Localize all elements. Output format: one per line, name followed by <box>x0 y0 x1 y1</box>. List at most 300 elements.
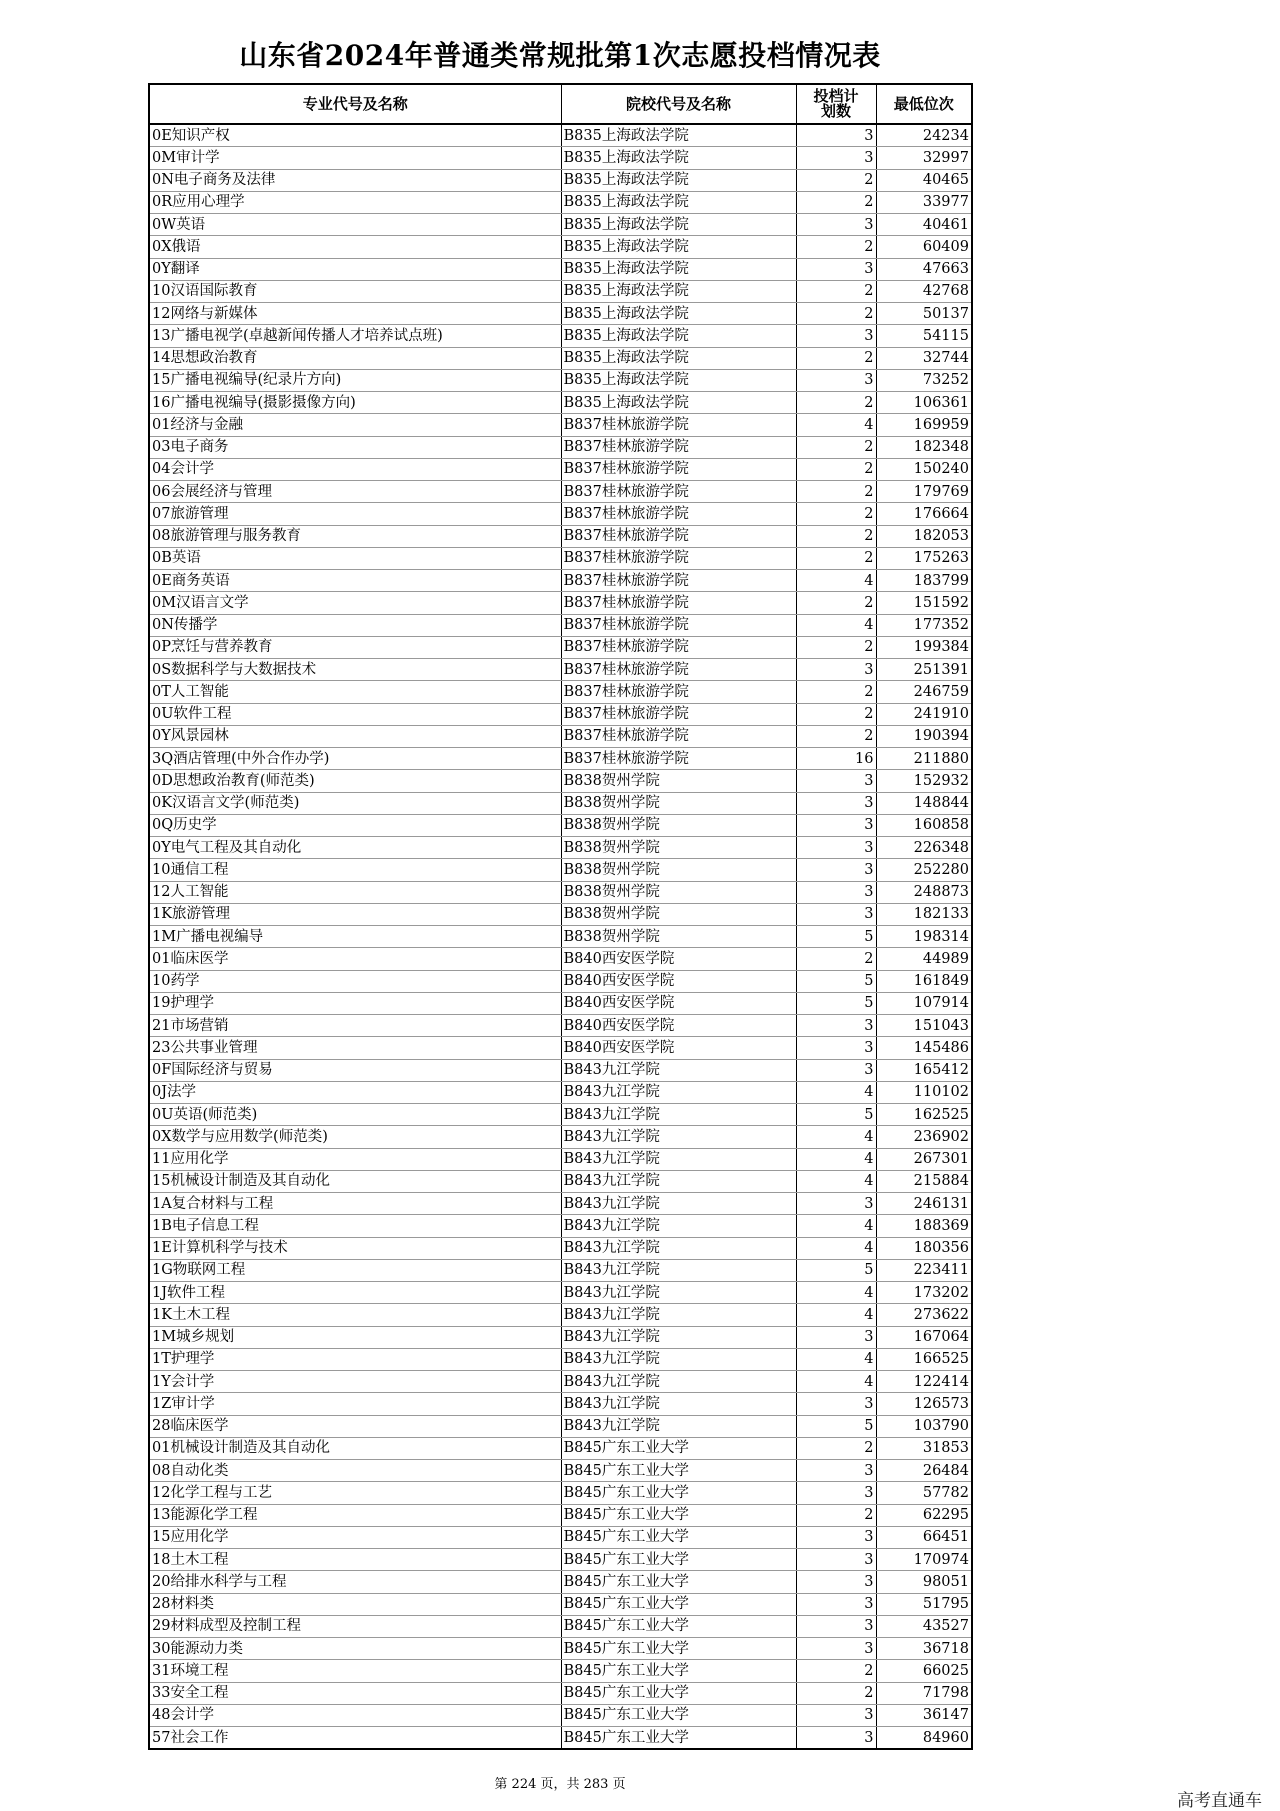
cell-rank: 166525 <box>876 1348 972 1370</box>
table-row <box>149 236 972 258</box>
cell-major: 08自动化类 <box>149 1460 561 1482</box>
cell-school: B843九江学院 <box>561 1282 796 1304</box>
cell-major: 3Q酒店管理(中外合作办学) <box>149 748 561 770</box>
cell-rank: 103790 <box>876 1415 972 1437</box>
cell-major: 19护理学 <box>149 992 561 1014</box>
table-row <box>149 1282 972 1304</box>
cell-school: B840西安医学院 <box>561 970 796 992</box>
cell-major: 0X数学与应用数学(师范类) <box>149 1126 561 1148</box>
cell-major: 01机械设计制造及其自动化 <box>149 1437 561 1459</box>
cell-major: 15广播电视编导(纪录片方向) <box>149 369 561 391</box>
cell-school: B838贺州学院 <box>561 770 796 792</box>
cell-school: B838贺州学院 <box>561 792 796 814</box>
cell-rank: 98051 <box>876 1571 972 1593</box>
cell-plan: 2 <box>796 1437 876 1459</box>
table-row <box>149 1415 972 1437</box>
cell-school: B837桂林旅游学院 <box>561 570 796 592</box>
cell-rank: 161849 <box>876 970 972 992</box>
cell-plan: 2 <box>796 303 876 325</box>
cell-school: B843九江学院 <box>561 1104 796 1126</box>
cell-rank: 180356 <box>876 1237 972 1259</box>
cell-major: 12化学工程与工艺 <box>149 1482 561 1504</box>
cell-plan: 5 <box>796 1104 876 1126</box>
cell-plan: 2 <box>796 280 876 302</box>
cell-rank: 24234 <box>876 124 972 147</box>
cell-major: 1K土木工程 <box>149 1304 561 1326</box>
table-row <box>149 1615 972 1637</box>
table-row <box>149 414 972 436</box>
cell-rank: 66025 <box>876 1660 972 1682</box>
table-row <box>149 1104 972 1126</box>
table-row <box>149 703 972 725</box>
cell-rank: 267301 <box>876 1148 972 1170</box>
cell-rank: 176664 <box>876 503 972 525</box>
cell-rank: 188369 <box>876 1215 972 1237</box>
table-row <box>149 837 972 859</box>
cell-school: B845广东工业大学 <box>561 1571 796 1593</box>
cell-major: 0E商务英语 <box>149 570 561 592</box>
cell-school: B837桂林旅游学院 <box>561 503 796 525</box>
cell-school: B837桂林旅游学院 <box>561 458 796 480</box>
cell-plan: 5 <box>796 926 876 948</box>
table-row <box>149 659 972 681</box>
table-row <box>149 1727 972 1750</box>
cell-rank: 182348 <box>876 436 972 458</box>
cell-rank: 44989 <box>876 948 972 970</box>
cell-rank: 84960 <box>876 1727 972 1750</box>
cell-rank: 50137 <box>876 303 972 325</box>
cell-major: 13能源化学工程 <box>149 1504 561 1526</box>
cell-school: B835上海政法学院 <box>561 325 796 347</box>
table-row <box>149 1437 972 1459</box>
cell-major: 21市场营销 <box>149 1015 561 1037</box>
table-row <box>149 1081 972 1103</box>
cell-rank: 57782 <box>876 1482 972 1504</box>
cell-school: B843九江学院 <box>561 1415 796 1437</box>
cell-plan: 2 <box>796 948 876 970</box>
cell-plan: 4 <box>796 1282 876 1304</box>
table-row <box>149 347 972 369</box>
cell-plan: 5 <box>796 970 876 992</box>
cell-school: B838贺州学院 <box>561 881 796 903</box>
cell-school: B843九江学院 <box>561 1348 796 1370</box>
table-row <box>149 1526 972 1548</box>
cell-school: B837桂林旅游学院 <box>561 414 796 436</box>
table-row <box>149 1593 972 1615</box>
cell-rank: 211880 <box>876 748 972 770</box>
cell-major: 0Y风景园林 <box>149 725 561 747</box>
cell-plan: 2 <box>796 169 876 191</box>
cell-rank: 151043 <box>876 1015 972 1037</box>
table-row <box>149 369 972 391</box>
cell-school: B838贺州学院 <box>561 814 796 836</box>
cell-school: B838贺州学院 <box>561 926 796 948</box>
cell-rank: 252280 <box>876 859 972 881</box>
cell-major: 0X俄语 <box>149 236 561 258</box>
cell-plan: 3 <box>796 369 876 391</box>
cell-plan: 4 <box>796 614 876 636</box>
cell-plan: 5 <box>796 1415 876 1437</box>
table-row <box>149 570 972 592</box>
cell-rank: 62295 <box>876 1504 972 1526</box>
table-row <box>149 1237 972 1259</box>
cell-plan: 2 <box>796 636 876 658</box>
cell-major: 1M广播电视编导 <box>149 926 561 948</box>
cell-school: B835上海政法学院 <box>561 236 796 258</box>
cell-plan: 2 <box>796 1504 876 1526</box>
cell-rank: 199384 <box>876 636 972 658</box>
cell-major: 23公共事业管理 <box>149 1037 561 1059</box>
table-row <box>149 592 972 614</box>
cell-major: 0N传播学 <box>149 614 561 636</box>
cell-plan: 3 <box>796 881 876 903</box>
cell-major: 12人工智能 <box>149 881 561 903</box>
cell-school: B837桂林旅游学院 <box>561 681 796 703</box>
cell-plan: 3 <box>796 1593 876 1615</box>
cell-rank: 71798 <box>876 1682 972 1704</box>
cell-plan: 4 <box>796 1081 876 1103</box>
cell-rank: 32997 <box>876 147 972 169</box>
cell-school: B845广东工业大学 <box>561 1593 796 1615</box>
cell-rank: 167064 <box>876 1326 972 1348</box>
cell-school: B838贺州学院 <box>561 859 796 881</box>
cell-rank: 107914 <box>876 992 972 1014</box>
table-row <box>149 258 972 280</box>
cell-rank: 182133 <box>876 903 972 925</box>
cell-plan: 3 <box>796 1727 876 1750</box>
cell-plan: 2 <box>796 681 876 703</box>
cell-rank: 42768 <box>876 280 972 302</box>
cell-school: B843九江学院 <box>561 1237 796 1259</box>
table-row <box>149 614 972 636</box>
cell-school: B845广东工业大学 <box>561 1727 796 1750</box>
cell-major: 28临床医学 <box>149 1415 561 1437</box>
cell-plan: 3 <box>796 147 876 169</box>
header-plan: 投档计划数 <box>796 84 876 124</box>
cell-major: 1B电子信息工程 <box>149 1215 561 1237</box>
cell-major: 0U软件工程 <box>149 703 561 725</box>
cell-major: 14思想政治教育 <box>149 347 561 369</box>
table-row <box>149 903 972 925</box>
cell-plan: 3 <box>796 1326 876 1348</box>
cell-school: B843九江学院 <box>561 1081 796 1103</box>
cell-plan: 2 <box>796 191 876 213</box>
cell-rank: 40461 <box>876 214 972 236</box>
table-row <box>149 992 972 1014</box>
cell-rank: 54115 <box>876 325 972 347</box>
cell-school: B838贺州学院 <box>561 903 796 925</box>
table-row <box>149 436 972 458</box>
cell-plan: 2 <box>796 458 876 480</box>
table-row <box>149 1571 972 1593</box>
header-school: 院校代号及名称 <box>561 84 796 124</box>
cell-plan: 5 <box>796 992 876 1014</box>
cell-rank: 175263 <box>876 547 972 569</box>
table-row <box>149 547 972 569</box>
cell-major: 20给排水科学与工程 <box>149 1571 561 1593</box>
cell-rank: 31853 <box>876 1437 972 1459</box>
cell-major: 0N电子商务及法律 <box>149 169 561 191</box>
cell-school: B835上海政法学院 <box>561 147 796 169</box>
table-row <box>149 1549 972 1571</box>
cell-rank: 36718 <box>876 1638 972 1660</box>
table-row <box>149 1148 972 1170</box>
header-major: 专业代号及名称 <box>149 84 561 124</box>
cell-plan: 2 <box>796 436 876 458</box>
table-row <box>149 1482 972 1504</box>
cell-major: 0F国际经济与贸易 <box>149 1059 561 1081</box>
cell-major: 0W英语 <box>149 214 561 236</box>
cell-rank: 51795 <box>876 1593 972 1615</box>
cell-major: 0Y电气工程及其自动化 <box>149 837 561 859</box>
cell-rank: 236902 <box>876 1126 972 1148</box>
cell-major: 1J软件工程 <box>149 1282 561 1304</box>
cell-rank: 43527 <box>876 1615 972 1637</box>
cell-plan: 3 <box>796 859 876 881</box>
cell-plan: 3 <box>796 903 876 925</box>
cell-major: 0S数据科学与大数据技术 <box>149 659 561 681</box>
cell-school: B843九江学院 <box>561 1259 796 1281</box>
cell-rank: 148844 <box>876 792 972 814</box>
cell-plan: 2 <box>796 525 876 547</box>
cell-major: 33安全工程 <box>149 1682 561 1704</box>
cell-plan: 3 <box>796 1571 876 1593</box>
cell-plan: 4 <box>796 1348 876 1370</box>
cell-school: B845广东工业大学 <box>561 1504 796 1526</box>
cell-major: 0E知识产权 <box>149 124 561 147</box>
cell-school: B845广东工业大学 <box>561 1460 796 1482</box>
table-row <box>149 1704 972 1726</box>
cell-plan: 3 <box>796 1638 876 1660</box>
cell-school: B837桂林旅游学院 <box>561 525 796 547</box>
cell-plan: 2 <box>796 392 876 414</box>
cell-plan: 3 <box>796 325 876 347</box>
table-row <box>149 191 972 213</box>
cell-major: 0B英语 <box>149 547 561 569</box>
table-row <box>149 1504 972 1526</box>
cell-major: 1G物联网工程 <box>149 1259 561 1281</box>
cell-school: B845广东工业大学 <box>561 1704 796 1726</box>
cell-rank: 110102 <box>876 1081 972 1103</box>
table-row <box>149 147 972 169</box>
cell-school: B845广东工业大学 <box>561 1682 796 1704</box>
cell-major: 01经济与金融 <box>149 414 561 436</box>
table-row <box>149 1326 972 1348</box>
cell-school: B845广东工业大学 <box>561 1660 796 1682</box>
cell-major: 57社会工作 <box>149 1727 561 1750</box>
table-row <box>149 681 972 703</box>
cell-rank: 73252 <box>876 369 972 391</box>
cell-school: B837桂林旅游学院 <box>561 703 796 725</box>
cell-plan: 5 <box>796 1259 876 1281</box>
page-footer: 第 224 页，共 283 页 <box>494 1777 626 1792</box>
table-row <box>149 1015 972 1037</box>
cell-rank: 122414 <box>876 1371 972 1393</box>
cell-school: B843九江学院 <box>561 1126 796 1148</box>
table-row <box>149 1170 972 1192</box>
table-row <box>149 280 972 302</box>
cell-major: 16广播电视编导(摄影摄像方向) <box>149 392 561 414</box>
table-row <box>149 970 972 992</box>
cell-major: 18土木工程 <box>149 1549 561 1571</box>
cell-rank: 248873 <box>876 881 972 903</box>
cell-school: B837桂林旅游学院 <box>561 436 796 458</box>
cell-school: B843九江学院 <box>561 1304 796 1326</box>
cell-school: B837桂林旅游学院 <box>561 636 796 658</box>
cell-rank: 32744 <box>876 347 972 369</box>
cell-major: 13广播电视学(卓越新闻传播人才培养试点班) <box>149 325 561 347</box>
cell-school: B845广东工业大学 <box>561 1482 796 1504</box>
table-row <box>149 1259 972 1281</box>
cell-rank: 170974 <box>876 1549 972 1571</box>
cell-plan: 3 <box>796 214 876 236</box>
cell-plan: 3 <box>796 659 876 681</box>
cell-school: B838贺州学院 <box>561 837 796 859</box>
cell-major: 08旅游管理与服务教育 <box>149 525 561 547</box>
cell-school: B843九江学院 <box>561 1326 796 1348</box>
cell-major: 11应用化学 <box>149 1148 561 1170</box>
cell-school: B845广东工业大学 <box>561 1549 796 1571</box>
cell-plan: 3 <box>796 1037 876 1059</box>
cell-rank: 40465 <box>876 169 972 191</box>
cell-school: B835上海政法学院 <box>561 280 796 302</box>
table-row <box>149 881 972 903</box>
cell-plan: 2 <box>796 503 876 525</box>
cell-rank: 251391 <box>876 659 972 681</box>
cell-rank: 173202 <box>876 1282 972 1304</box>
cell-school: B835上海政法学院 <box>561 124 796 147</box>
cell-school: B837桂林旅游学院 <box>561 725 796 747</box>
cell-school: B835上海政法学院 <box>561 347 796 369</box>
table-row <box>149 748 972 770</box>
cell-rank: 152932 <box>876 770 972 792</box>
cell-rank: 179769 <box>876 481 972 503</box>
table-row <box>149 1059 972 1081</box>
table-row <box>149 1304 972 1326</box>
cell-major: 0K汉语言文学(师范类) <box>149 792 561 814</box>
cell-major: 0Y翻译 <box>149 258 561 280</box>
cell-major: 0T人工智能 <box>149 681 561 703</box>
table-row <box>149 458 972 480</box>
cell-rank: 273622 <box>876 1304 972 1326</box>
cell-school: B840西安医学院 <box>561 1037 796 1059</box>
cell-school: B843九江学院 <box>561 1393 796 1415</box>
table-row <box>149 792 972 814</box>
cell-plan: 2 <box>796 236 876 258</box>
cell-plan: 3 <box>796 1015 876 1037</box>
table-row <box>149 926 972 948</box>
cell-plan: 2 <box>796 481 876 503</box>
table-row <box>149 1126 972 1148</box>
cell-school: B835上海政法学院 <box>561 169 796 191</box>
cell-school: B837桂林旅游学院 <box>561 592 796 614</box>
cell-major: 1T护理学 <box>149 1348 561 1370</box>
table-row <box>149 1682 972 1704</box>
cell-school: B835上海政法学院 <box>561 214 796 236</box>
cell-major: 0J法学 <box>149 1081 561 1103</box>
cell-major: 12网络与新媒体 <box>149 303 561 325</box>
cell-school: B840西安医学院 <box>561 948 796 970</box>
cell-plan: 3 <box>796 1059 876 1081</box>
table-row <box>149 1193 972 1215</box>
cell-rank: 198314 <box>876 926 972 948</box>
cell-school: B845广东工业大学 <box>561 1615 796 1637</box>
cell-major: 04会计学 <box>149 458 561 480</box>
cell-major: 15机械设计制造及其自动化 <box>149 1170 561 1192</box>
cell-plan: 4 <box>796 414 876 436</box>
cell-school: B843九江学院 <box>561 1371 796 1393</box>
cell-rank: 241910 <box>876 703 972 725</box>
cell-plan: 3 <box>796 814 876 836</box>
table-row <box>149 770 972 792</box>
cell-plan: 2 <box>796 703 876 725</box>
cell-school: B835上海政法学院 <box>561 258 796 280</box>
cell-school: B837桂林旅游学院 <box>561 748 796 770</box>
cell-major: 30能源动力类 <box>149 1638 561 1660</box>
table-row <box>149 1215 972 1237</box>
table-row <box>149 392 972 414</box>
cell-plan: 2 <box>796 1682 876 1704</box>
cell-plan: 3 <box>796 837 876 859</box>
cell-rank: 66451 <box>876 1526 972 1548</box>
cell-rank: 26484 <box>876 1460 972 1482</box>
cell-major: 06会展经济与管理 <box>149 481 561 503</box>
cell-rank: 145486 <box>876 1037 972 1059</box>
cell-major: 0P烹饪与营养教育 <box>149 636 561 658</box>
table-row <box>149 503 972 525</box>
table-row <box>149 325 972 347</box>
cell-major: 0D思想政治教育(师范类) <box>149 770 561 792</box>
table-row <box>149 303 972 325</box>
cell-rank: 183799 <box>876 570 972 592</box>
cell-plan: 3 <box>796 258 876 280</box>
cell-major: 10汉语国际教育 <box>149 280 561 302</box>
cell-major: 1A复合材料与工程 <box>149 1193 561 1215</box>
cell-school: B835上海政法学院 <box>561 392 796 414</box>
table-row <box>149 525 972 547</box>
table-header-row <box>149 84 972 124</box>
cell-rank: 182053 <box>876 525 972 547</box>
cell-major: 0Q历史学 <box>149 814 561 836</box>
cell-plan: 2 <box>796 725 876 747</box>
cell-plan: 3 <box>796 770 876 792</box>
cell-major: 15应用化学 <box>149 1526 561 1548</box>
cell-major: 07旅游管理 <box>149 503 561 525</box>
admission-table <box>148 83 973 1750</box>
cell-rank: 226348 <box>876 837 972 859</box>
cell-rank: 150240 <box>876 458 972 480</box>
cell-major: 31环境工程 <box>149 1660 561 1682</box>
cell-school: B845广东工业大学 <box>561 1526 796 1548</box>
cell-school: B840西安医学院 <box>561 1015 796 1037</box>
cell-school: B845广东工业大学 <box>561 1638 796 1660</box>
table-row <box>149 1393 972 1415</box>
cell-rank: 151592 <box>876 592 972 614</box>
cell-rank: 190394 <box>876 725 972 747</box>
cell-major: 28材料类 <box>149 1593 561 1615</box>
cell-school: B840西安医学院 <box>561 992 796 1014</box>
cell-school: B835上海政法学院 <box>561 191 796 213</box>
cell-school: B837桂林旅游学院 <box>561 614 796 636</box>
cell-major: 0U英语(师范类) <box>149 1104 561 1126</box>
cell-school: B835上海政法学院 <box>561 369 796 391</box>
cell-major: 1Y会计学 <box>149 1371 561 1393</box>
cell-rank: 126573 <box>876 1393 972 1415</box>
table-row <box>149 481 972 503</box>
table-row <box>149 1638 972 1660</box>
cell-school: B843九江学院 <box>561 1170 796 1192</box>
page-title: 山东省2024年普通类常规批第1次志愿投档情况表 <box>239 39 881 72</box>
